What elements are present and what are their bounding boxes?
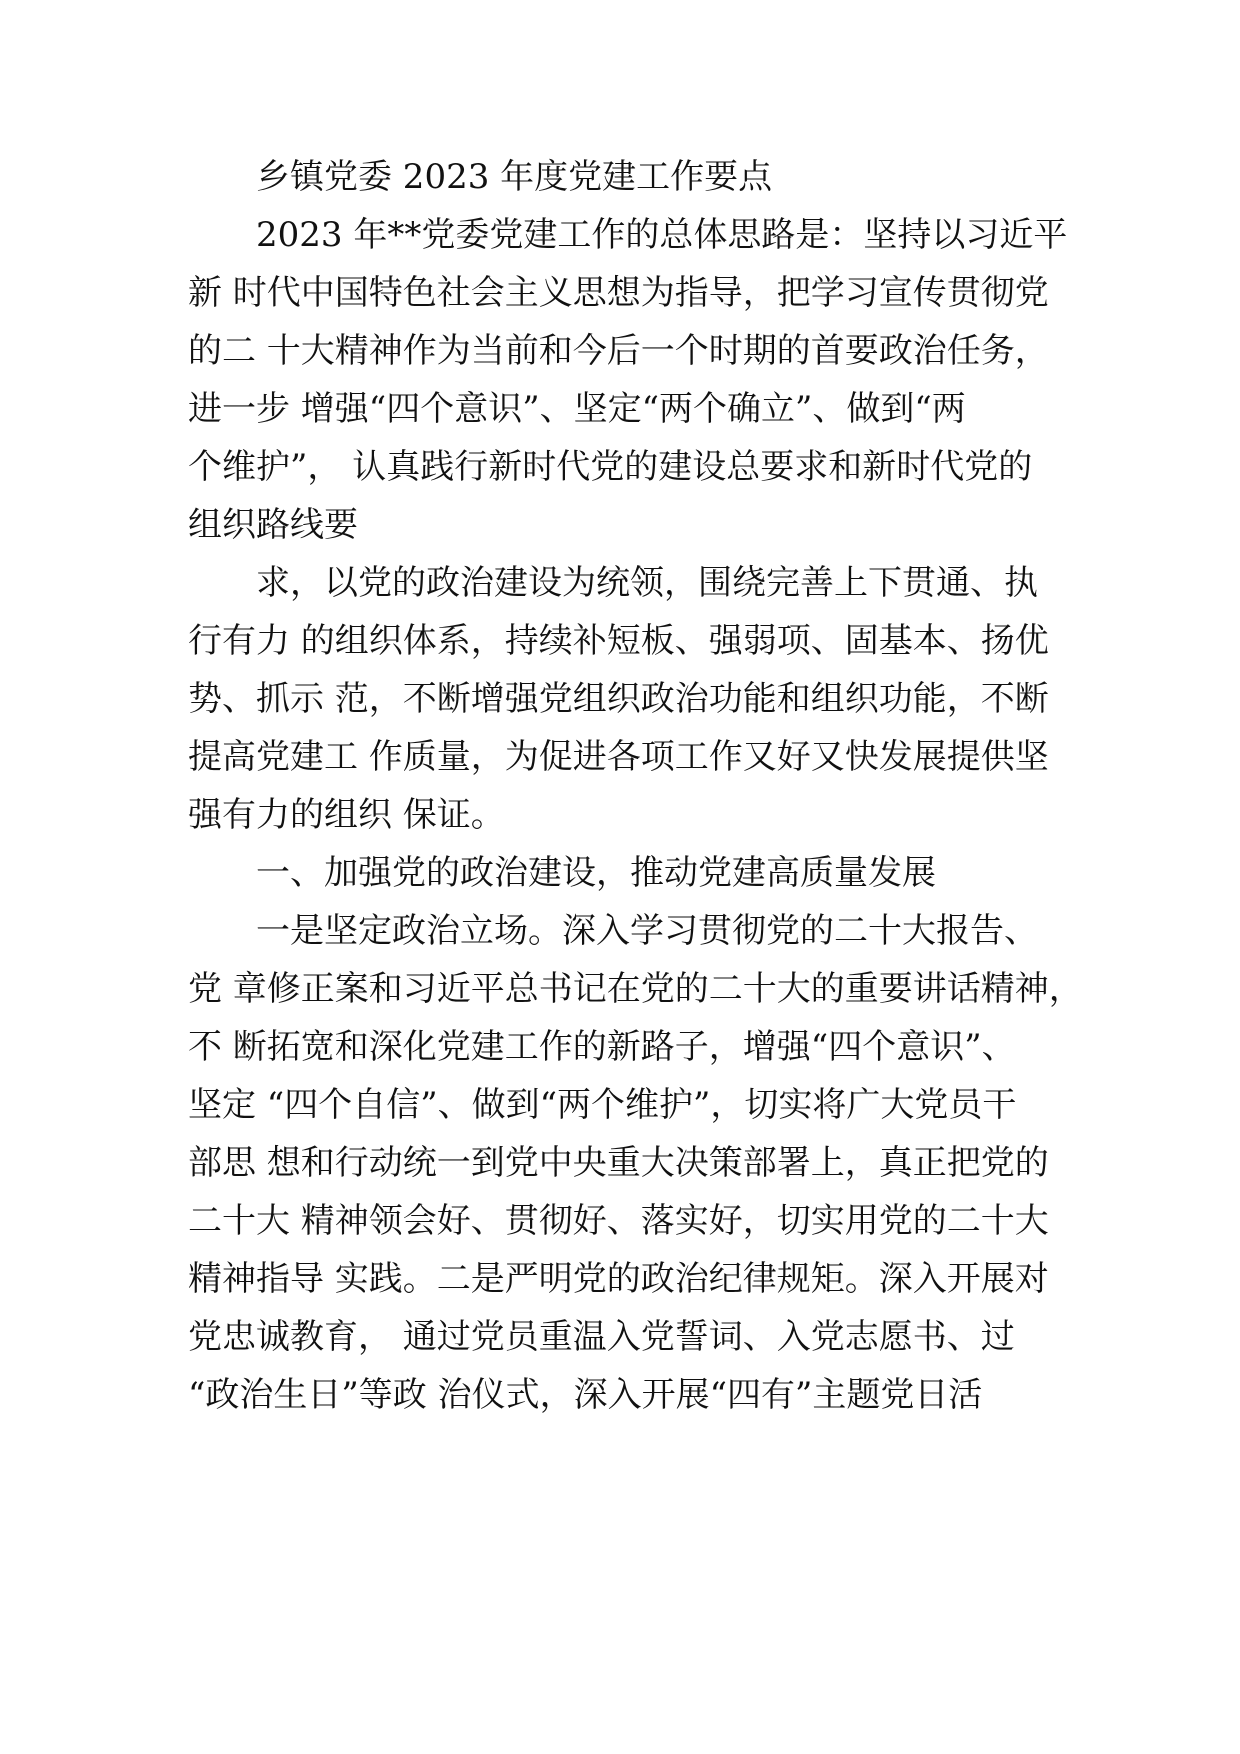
text-line: 坚定 “四个自信”、做到“两个维护”，切实将广大党员干 xyxy=(188,1085,1017,1125)
text-line: 进一步 增强“四个意识”、坚定“两个确立”、做到“两 xyxy=(188,389,966,429)
text-line: 势、抓示 范，不断增强党组织政治功能和组织功能，不断 xyxy=(188,679,1049,719)
text-line: 党忠诚教育， 通过党员重温入党誓词、入党志愿书、过 xyxy=(188,1317,1015,1357)
text-line: 一是坚定政治立场。深入学习贯彻党的二十大报告、 xyxy=(256,911,1038,951)
document-title: 乡镇党委 2023 年度党建工作要点 xyxy=(256,157,773,197)
section-heading: 一、加强党的政治建设，推动党建高质量发展 xyxy=(256,853,936,893)
text-line: 部思 想和行动统一到党中央重大决策部署上，真正把党的 xyxy=(188,1143,1049,1183)
text-line: 强有力的组织 保证。 xyxy=(188,795,505,835)
text-line: “政治生日”等政 治仪式，深入开展“四有”主题党日活 xyxy=(188,1375,983,1415)
text-line: 组织路线要 xyxy=(188,505,358,545)
text-line: 精神指导 实践。二是严明党的政治纪律规矩。深入开展对 xyxy=(188,1259,1049,1299)
text-line: 的二 十大精神作为当前和今后一个时期的首要政治任务， xyxy=(188,331,1049,371)
text-line: 不 断拓宽和深化党建工作的新路子，增强“四个意识”、 xyxy=(188,1027,1016,1067)
text-line: 党 章修正案和习近平总书记在党的二十大的重要讲话精神， xyxy=(188,969,1083,1009)
text-line: 求，以党的政治建设为统领，围绕完善上下贯通、执 xyxy=(256,563,1038,603)
text-line: 行有力 的组织体系，持续补短板、强弱项、固基本、扬优 xyxy=(188,621,1049,661)
text-line: 个维护”， 认真践行新时代党的建设总要求和新时代党的 xyxy=(188,447,1033,487)
text-line: 2023 年**党委党建工作的总体思路是：坚持以习近平 xyxy=(256,215,1068,255)
text-line: 二十大 精神领会好、贯彻好、落实好，切实用党的二十大 xyxy=(188,1201,1049,1241)
text-line: 新 时代中国特色社会主义思想为指导，把学习宣传贯彻党 xyxy=(188,273,1049,313)
text-line: 提高党建工 作质量，为促进各项工作又好又快发展提供坚 xyxy=(188,737,1049,777)
